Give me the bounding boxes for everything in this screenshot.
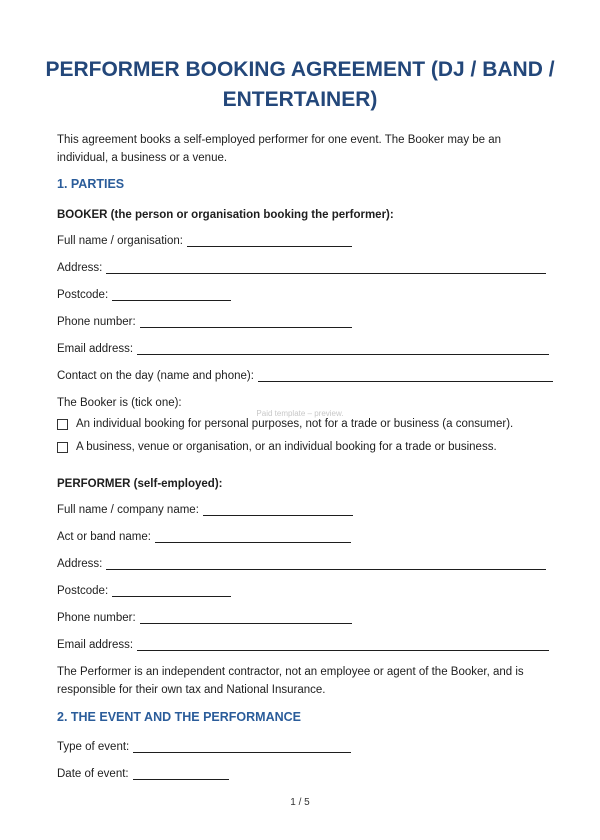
preview-watermark: Paid template – preview. [256,409,344,418]
option-label: A business, venue or organisation, or an individual booking for a trade or business. [76,441,497,453]
booker-fullname-field[interactable] [57,231,352,247]
fill-line[interactable] [106,261,546,274]
field-label: Date of event: [57,768,129,780]
fill-line[interactable] [140,611,352,624]
field-label: Contact on the day (name and phone): [57,370,254,382]
event-date-field[interactable] [57,764,229,780]
performer-email-field[interactable] [57,635,549,651]
booker-address-field[interactable] [57,258,546,274]
performer-phone-field[interactable] [57,608,352,624]
field-label: Email address: [57,639,134,651]
consumer-checkbox[interactable] [57,419,68,430]
booker-heading: BOOKER (the person or organisation booking the performer): [57,209,394,221]
option-consumer[interactable] [57,418,513,430]
field-label: Full name / company name: [57,504,199,516]
field-label: Address: [57,262,103,274]
field-label: Address: [57,558,103,570]
fill-line[interactable] [258,369,553,382]
fill-line[interactable] [203,503,353,516]
booker-postcode-field[interactable] [57,285,231,301]
booker-contact-field[interactable] [57,366,553,382]
field-label: Phone number: [57,316,136,328]
document-title: PERFORMER BOOKING AGREEMENT (DJ / BAND / ENTERTAINER) [45,58,555,111]
fill-line[interactable] [106,557,546,570]
event-type-field[interactable] [57,737,351,753]
option-label: An individual booking for personal purposes, not for a trade or business (a consumer). [76,418,514,430]
contractor-note: The Performer is an independent contractor, not an employee or agent of the Booker, and is responsible for their own tax and National Insurance. [57,666,524,696]
performer-address-field[interactable] [57,554,546,570]
page-number: 1 / 5 [290,797,310,808]
field-label: Email address: [57,343,134,355]
intro-paragraph: This agreement books a self-employed performer for one event. The Booker may be an individual, a business or a venue. [57,134,502,164]
fill-line[interactable] [137,638,549,651]
fill-line[interactable] [187,234,352,247]
fill-line[interactable] [140,315,352,328]
business-checkbox[interactable] [57,442,68,453]
fill-line[interactable] [155,530,351,543]
section-heading-event: 2. THE EVENT AND THE PERFORMANCE [57,710,302,724]
performer-actname-field[interactable] [57,527,351,543]
field-label: Full name / organisation: [57,235,183,247]
performer-postcode-field[interactable] [57,581,231,597]
booker-email-field[interactable] [57,339,549,355]
fill-line[interactable] [137,342,549,355]
fill-line[interactable] [133,767,229,780]
field-label: Postcode: [57,289,109,301]
section-heading-parties: 1. PARTIES [57,177,125,191]
booker-phone-field[interactable] [57,312,352,328]
field-label: Phone number: [57,612,136,624]
booker-type-prompt: The Booker is (tick one): [57,397,182,409]
option-business[interactable] [57,441,497,453]
performer-heading: PERFORMER (self-employed): [57,478,223,490]
field-label: Type of event: [57,741,130,753]
field-label: Act or band name: [57,531,151,543]
fill-line[interactable] [112,584,231,597]
fill-line[interactable] [133,740,351,753]
performer-fullname-field[interactable] [57,500,353,516]
fill-line[interactable] [112,288,231,301]
field-label: Postcode: [57,585,109,597]
